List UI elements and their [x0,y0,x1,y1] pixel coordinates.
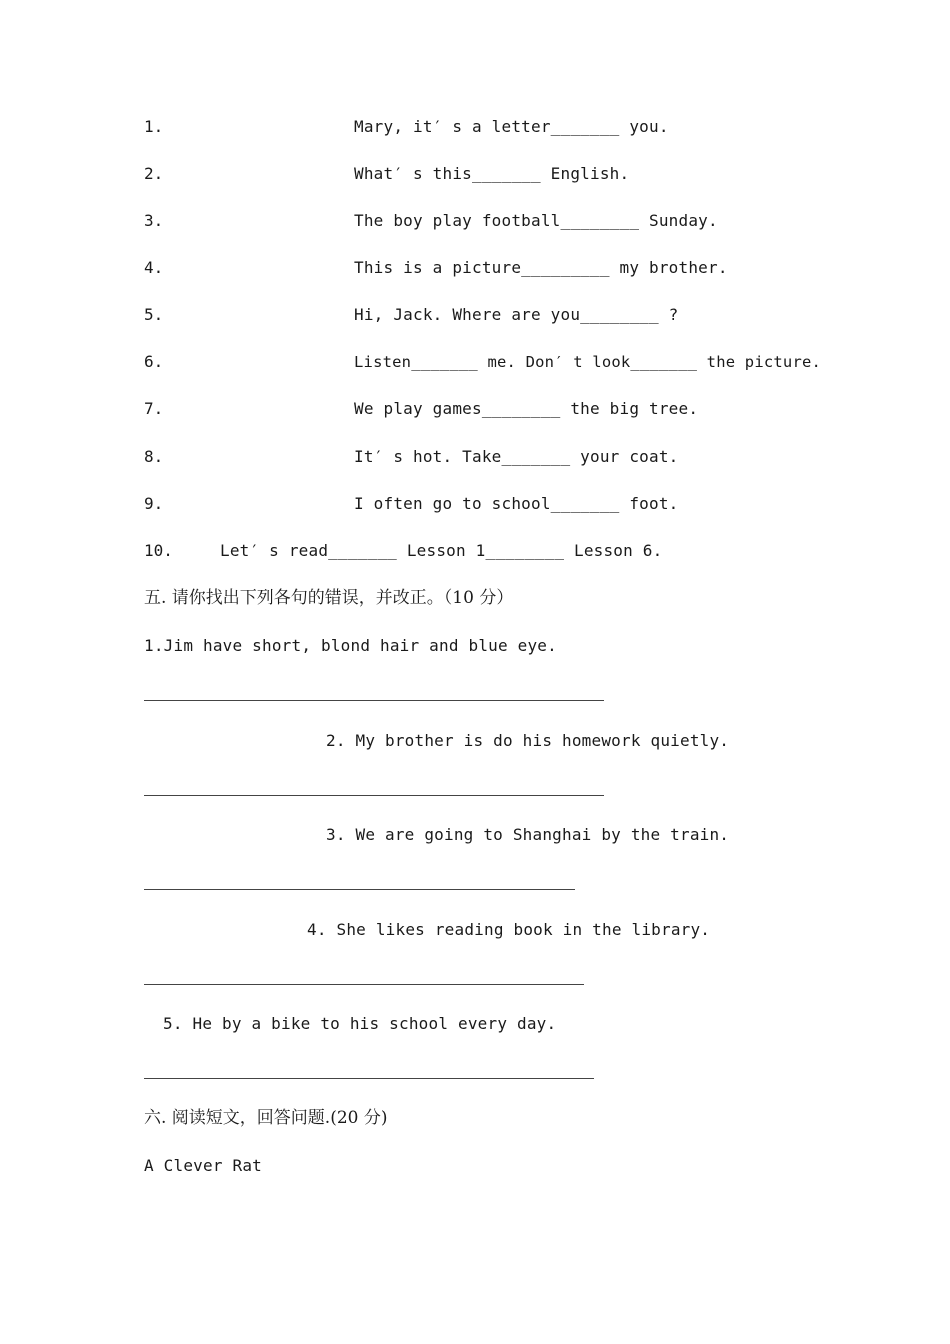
item-number: 5. [144,305,164,324]
fill-blank-sentence: This is a picture_________ my brother. [354,258,728,277]
fill-blank-sentence: It′ s hot. Take_______ your coat. [354,447,679,466]
error-sentence: 3. We are going to Shanghai by the train. [326,825,730,844]
fill-blank-sentence: Listen_______ me. Don′ t look_______ the picture. [354,353,822,371]
section-six-heading: 六. 阅读短文，回答问题.(20 分) [144,1108,388,1128]
story-title: A Clever Rat [144,1156,262,1175]
item-number: 9. [144,494,164,513]
item-number: 10. [144,541,173,560]
fill-blank-sentence: I often go to school_______ foot. [354,494,679,513]
section-five-heading: 五. 请你找出下列各句的错误，并改正。（10 分） [144,588,514,608]
item-number: 2. [144,164,164,183]
answer-line [144,700,604,701]
fill-blank-sentence: Mary, it′ s a letter_______ you. [354,117,669,136]
item-number: 3. [144,211,164,230]
error-sentence: 4. She likes reading book in the library. [307,920,711,939]
item-number: 1. [144,117,164,136]
answer-line [144,1078,594,1079]
error-sentence: 1.Jim have short, blond hair and blue eye. [144,636,557,655]
error-sentence: 2. My brother is do his homework quietly. [326,731,730,750]
answer-line [144,984,584,985]
item-number: 7. [144,399,164,418]
error-sentence: 5. He by a bike to his school every day. [163,1014,557,1033]
answer-line [144,889,575,890]
fill-blank-sentence: Let′ s read_______ Lesson 1________ Lesson 6. [220,541,663,560]
item-number: 8. [144,447,164,466]
fill-blank-sentence: Hi, Jack. Where are you________ ? [354,305,679,324]
item-number: 4. [144,258,164,277]
fill-blank-sentence: What′ s this_______ English. [354,164,630,183]
fill-blank-sentence: We play games________ the big tree. [354,399,699,418]
item-number: 6. [144,352,164,371]
answer-line [144,795,604,796]
fill-blank-sentence: The boy play football________ Sunday. [354,211,718,230]
